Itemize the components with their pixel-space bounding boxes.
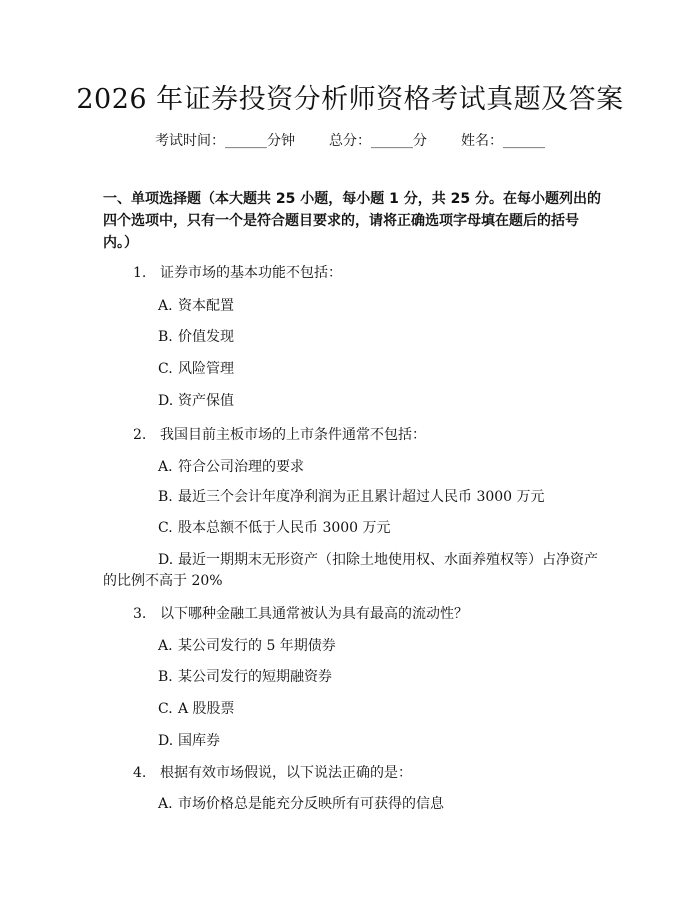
option-2b [158, 487, 545, 507]
option-letter: A. [158, 298, 173, 314]
option-1b [158, 327, 234, 347]
option-text: 某公司发行的短期融资券 [178, 669, 332, 685]
option-text: A 股股票 [178, 701, 235, 717]
option-text: 国库券 [178, 733, 220, 749]
question-number: 4. [133, 765, 147, 781]
option-1a [158, 296, 234, 316]
option-text: 市场价格总是能充分反映所有可获得的信息 [178, 796, 444, 812]
exam-time-field: 考试时间：______分钟 [155, 133, 295, 149]
option-2c [158, 518, 391, 538]
option-2a [158, 457, 304, 477]
option-text: 价值发现 [178, 329, 234, 345]
option-2d-continuation: 的比例不高于 20% [103, 573, 223, 589]
option-letter: D. [158, 393, 174, 409]
option-4a [158, 794, 444, 814]
exam-score-field: 总分：______分 [329, 133, 427, 149]
question-text: 以下哪种金融工具通常被认为具有最高的流动性？ [160, 606, 468, 622]
option-3c [158, 699, 235, 719]
section-heading: 一、单项选择题（本大题共 25 小题，每小题 1 分，共 25 分。在每小题列出的四个选项中，只有一个是符合题目要求的，请将正确选项字母填在题后的括号内。） [103, 191, 601, 251]
option-letter: C. [158, 361, 173, 377]
exam-name-field: 姓名：______ [461, 133, 545, 149]
option-letter: C. [158, 520, 173, 536]
option-text: 股本总额不低于人民币 3000 万元 [178, 520, 391, 536]
option-letter: B. [158, 669, 173, 685]
question-text: 根据有效市场假说，以下说法正确的是： [160, 765, 412, 781]
option-text: 资产保值 [178, 393, 234, 409]
option-1c [158, 359, 234, 379]
option-text: 资本配置 [178, 298, 234, 314]
option-3d [158, 731, 220, 751]
question-3 [133, 604, 468, 624]
option-letter: B. [158, 329, 173, 345]
option-text: 某公司发行的 5 年期债券 [178, 638, 336, 654]
option-text: 最近三个会计年度净利润为正且累计超过人民币 3000 万元 [178, 489, 545, 505]
question-number: 2. [133, 427, 147, 443]
option-letter: A. [158, 459, 173, 475]
option-2d [158, 550, 598, 570]
exam-info [0, 131, 700, 151]
option-letter: A. [158, 638, 173, 654]
question-2 [133, 425, 426, 445]
question-1 [133, 263, 342, 283]
option-letter: D. [158, 733, 174, 749]
option-text: 最近一期期末无形资产（扣除土地使用权、水面养殖权等）占净资产 [178, 552, 598, 568]
question-number: 1. [133, 265, 147, 281]
option-letter: B. [158, 489, 173, 505]
option-letter: A. [158, 796, 173, 812]
question-number: 3. [133, 606, 147, 622]
option-1d [158, 391, 234, 411]
option-3b [158, 667, 332, 687]
exam-title: 2026 年证券投资分析师资格考试真题及答案 [76, 84, 624, 115]
option-text: 风险管理 [178, 361, 234, 377]
option-3a [158, 636, 336, 656]
option-letter: C. [158, 701, 173, 717]
option-text: 符合公司治理的要求 [178, 459, 304, 475]
question-text: 证券市场的基本功能不包括： [160, 265, 342, 281]
option-letter: D. [158, 552, 174, 568]
question-text: 我国目前主板市场的上市条件通常不包括： [160, 427, 426, 443]
question-4 [133, 763, 412, 783]
